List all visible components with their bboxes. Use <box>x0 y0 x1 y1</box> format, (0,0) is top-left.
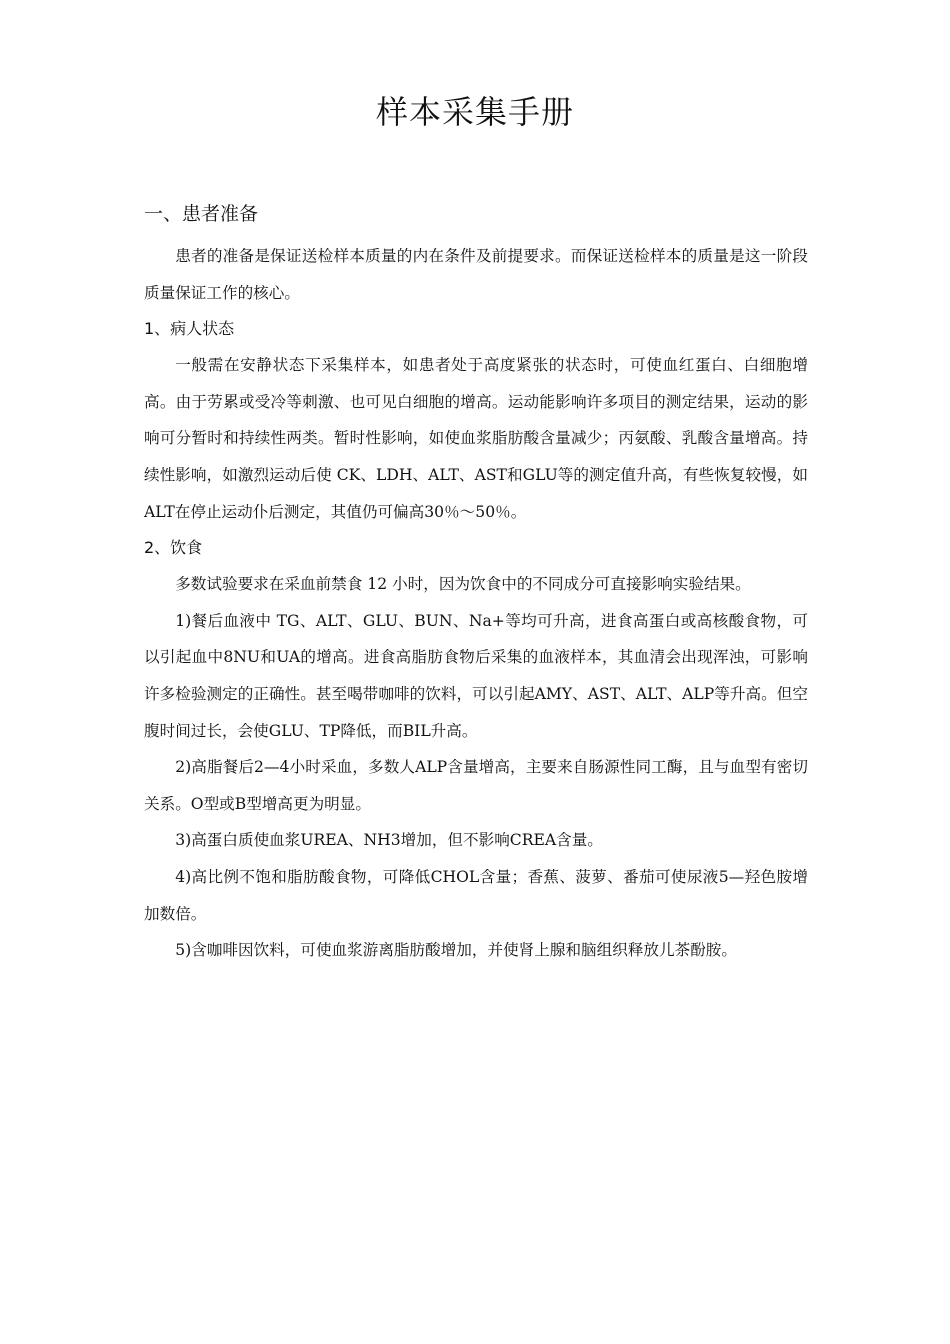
subsection-heading-patient-state: 1、病人状态 <box>144 319 235 339</box>
diet-item-4: 4)高比例不饱和脂肪酸食物，可降低CHOL含量；香蕉、菠萝、番茄可使尿液5—羟色胺增加数倍。 <box>144 867 808 923</box>
diet-paragraph: 多数试验要求在采血前禁食 12 小时，因为饮食中的不同成分可直接影响实验结果。 <box>175 575 751 594</box>
diet-item-3: 3)高蛋白质使血浆UREA、NH3增加，但不影响CREA含量。 <box>175 831 603 850</box>
document-body <box>144 196 808 969</box>
diet-item-2: 2)高脂餐后2—4小时采血，多数人ALP含量增高，主要来自肠源性同工酶，且与血型有密切关系。O型或B型增高更为明显。 <box>144 758 808 813</box>
section-heading-patient-preparation: 一、患者准备 <box>144 203 259 225</box>
diet-item-5: 5)含咖啡因饮料，可使血浆游离脂肪酸增加，并使肾上腺和脑组织释放儿茶酚胺。 <box>175 941 737 960</box>
document-title: 样本采集手册 <box>375 93 574 131</box>
diet-item-1: 1)餐后血液中 TG、ALT、GLU、BUN、Na+等均可升高，进食高蛋白或高核酸食物，可以引起血中8NU和UA的增高。进食高脂肪食物后采集的血液样本，其血清会出现浑浊，可影响许多检验测定的正确性。甚至喝带咖啡的饮料，可以引起AMY、AST、ALT、ALP等升高。但空腹时间过长，会使GLU、TP降低，而BIL升高。 <box>144 611 808 740</box>
section-intro-paragraph: 患者的准备是保证送检样本质量的内在条件及前提要求。而保证送检样本的质量是这一阶段质量保证工作的核心。 <box>144 247 808 302</box>
subsection-heading-diet: 2、饮食 <box>144 538 203 558</box>
patient-state-paragraph: 一般需在安静状态下采集样本，如患者处于高度紧张的状态时，可使血红蛋白、白细胞增高。由于劳累或受冷等刺激、也可见白细胞的增高。运动能影响许多项目的测定结果，运动的影响可分暂时和持续性两类。暂时性影响，如使血浆脂肪酸含量减少；丙氨酸、乳酸含量增高。持续性影响，如激烈运动后使 CK、LDH、ALT、AST和GLU等的测定值升高，有些恢复较慢，如ALT在停止运动仆后测定，其值仍可偏高30％～50％。 <box>144 356 808 521</box>
